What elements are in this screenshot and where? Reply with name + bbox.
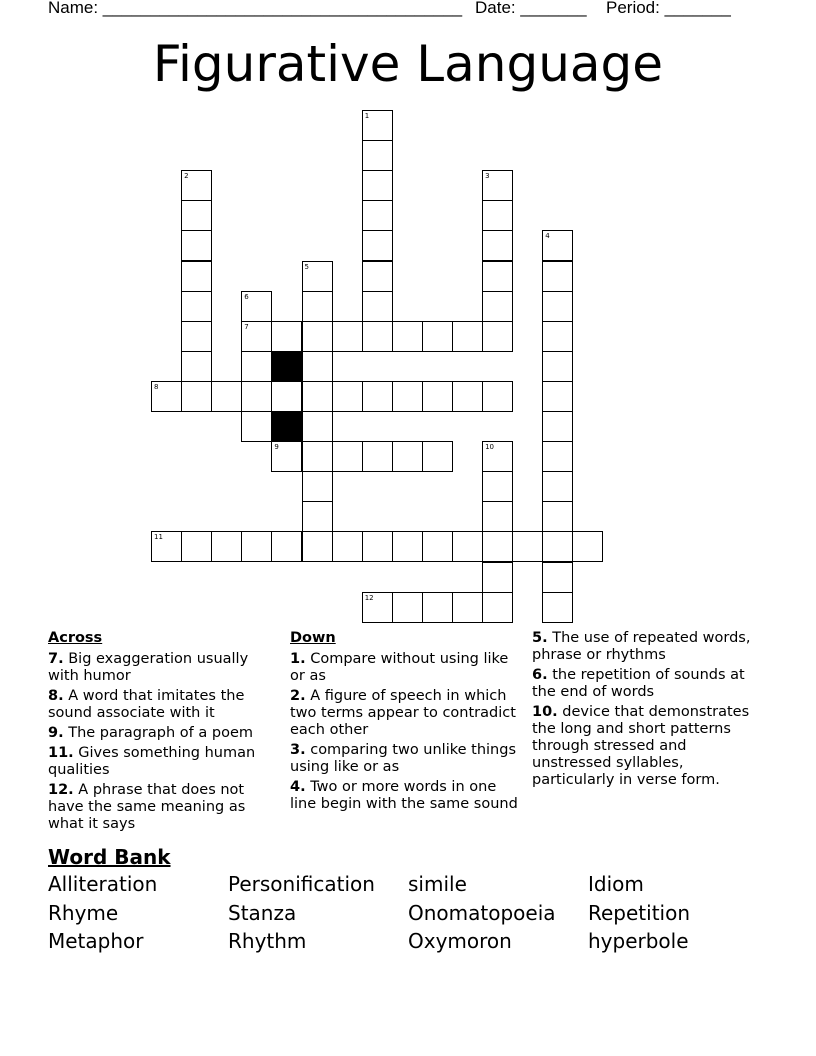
crossword-cell[interactable]: [542, 592, 573, 623]
clue-number: 4: [545, 232, 550, 241]
clue-number: 3: [485, 172, 490, 181]
clue-number: 7: [244, 322, 249, 331]
crossword-cell[interactable]: [332, 531, 363, 562]
crossword-cell[interactable]: [362, 170, 393, 201]
crossword-cell[interactable]: [362, 441, 393, 472]
crossword-cell[interactable]: [482, 441, 513, 472]
word-bank-item: Onomatopoeia: [408, 900, 556, 925]
clue-number: 11: [154, 533, 163, 542]
name-field[interactable]: Name: ______________________________________: [48, 0, 463, 17]
crossword-cell[interactable]: [211, 381, 242, 412]
clue-down-2: 2. A figure of speech in which two terms appear to contradict each other: [290, 688, 516, 738]
crossword-cell[interactable]: [241, 411, 272, 442]
crossword-cell[interactable]: [181, 381, 212, 412]
crossword-cell[interactable]: [422, 321, 453, 352]
crossword-cell[interactable]: [392, 592, 423, 623]
word-bank-item: Alliteration: [48, 872, 158, 896]
clue-across-12: 12. A phrase that does not have the same meaning as what it says: [48, 782, 246, 832]
word-bank-title: Word Bank: [48, 845, 171, 869]
period-field[interactable]: Period: _______: [606, 0, 731, 17]
word-bank-item: Oxymoron: [408, 929, 512, 953]
crossword-cell[interactable]: [422, 531, 453, 562]
crossword-cell[interactable]: [482, 592, 513, 623]
crossword-cell[interactable]: [482, 230, 513, 261]
word-bank-item: Rhythm: [228, 929, 307, 953]
crossword-cell[interactable]: [392, 441, 423, 472]
crossword-cell[interactable]: [392, 381, 423, 412]
crossword-cell[interactable]: [332, 441, 363, 472]
crossword-cell[interactable]: [542, 441, 573, 472]
clue-number: 2: [184, 172, 189, 181]
crossword-cell[interactable]: [302, 471, 333, 502]
clue-down-3: 3. comparing two unlike things using like or as: [290, 742, 516, 775]
crossword-cell[interactable]: [181, 291, 212, 322]
crossword-cell[interactable]: [181, 261, 212, 292]
word-bank-item: Personification: [228, 872, 375, 896]
crossword-cell[interactable]: [452, 531, 483, 562]
clue-down-10: 10. device that demonstrates the long and short patterns through stressed and unstressed syllables, particularly in verse form.: [532, 704, 750, 788]
across-heading: Across: [48, 630, 103, 646]
crossword-cell[interactable]: [362, 531, 393, 562]
crossword-cell[interactable]: [422, 441, 453, 472]
crossword-cell[interactable]: [271, 441, 302, 472]
crossword-cell[interactable]: [452, 381, 483, 412]
crossword-cell[interactable]: [181, 230, 212, 261]
crossword-cell[interactable]: [482, 200, 513, 231]
crossword-cell[interactable]: [482, 531, 513, 562]
crossword-cell[interactable]: [452, 592, 483, 623]
crossword-cell[interactable]: [482, 291, 513, 322]
crossword-cell[interactable]: [542, 562, 573, 593]
clue-number: 1: [364, 112, 370, 120]
clue-down-1: 1. Compare without using like or as: [290, 651, 509, 684]
clue-down-4: 4. Two or more words in one line begin with the same sound: [290, 779, 518, 812]
crossword-cell[interactable]: [332, 321, 363, 352]
crossword-cell[interactable]: [542, 531, 573, 562]
crossword-cell[interactable]: [422, 592, 453, 623]
word-bank-item: Stanza: [228, 900, 297, 925]
crossword-cell[interactable]: [482, 261, 513, 292]
page-title: Figurative Language: [152, 35, 664, 93]
clue-number: 8: [154, 382, 159, 391]
crossword-cell[interactable]: [392, 531, 423, 562]
crossword-cell[interactable]: [512, 531, 543, 562]
crossword-cell[interactable]: [302, 321, 333, 352]
clue-number: 6: [244, 292, 249, 301]
crossword-cell[interactable]: [151, 381, 182, 412]
crossword-cell[interactable]: [302, 441, 333, 472]
crossword-cell[interactable]: [241, 531, 272, 562]
crossword-cell[interactable]: [542, 291, 573, 322]
clue-down-5: 5. The use of repeated words, phrase or rhythms: [532, 630, 751, 663]
date-field[interactable]: Date: _______: [475, 0, 587, 17]
clue-across-8: 8. A word that imitates the sound associate with it: [48, 688, 245, 721]
crossword-cell[interactable]: [422, 381, 453, 412]
crossword-cell[interactable]: [181, 531, 212, 562]
crossword-cell[interactable]: [302, 351, 333, 382]
word-bank-item: Idiom: [588, 872, 644, 896]
crossword-cell[interactable]: [302, 411, 333, 442]
word-bank: [48, 872, 788, 958]
blocked-cell: [271, 411, 302, 442]
clue-across-7: 7. Big exaggeration usually with humor: [48, 651, 249, 684]
crossword-cell[interactable]: [362, 291, 393, 322]
crossword-cell[interactable]: [302, 531, 333, 562]
crossword-cell[interactable]: [392, 321, 423, 352]
crossword-cell[interactable]: [211, 531, 242, 562]
word-bank-item: Repetition: [588, 900, 691, 925]
crossword-cell[interactable]: [572, 531, 603, 562]
crossword-cell[interactable]: [482, 321, 513, 352]
crossword-cell[interactable]: [482, 562, 513, 593]
crossword-cell[interactable]: [362, 592, 393, 623]
crossword-cell[interactable]: [482, 471, 513, 502]
word-bank-item: simile: [408, 872, 467, 896]
crossword-cell[interactable]: [241, 351, 272, 382]
crossword-cell[interactable]: [542, 501, 573, 532]
down-clues: [290, 630, 526, 816]
clue-down-6: 6. the repetition of sounds at the end of words: [532, 667, 745, 700]
clue-number: 12: [364, 593, 374, 602]
clue-number: 5: [304, 262, 309, 271]
crossword-cell[interactable]: [302, 381, 333, 412]
crossword-cell[interactable]: [271, 531, 302, 562]
crossword-cell[interactable]: [271, 381, 302, 412]
crossword-cell[interactable]: [362, 230, 393, 261]
crossword-cell[interactable]: [542, 411, 573, 442]
crossword-cell[interactable]: [332, 381, 363, 412]
word-bank-item: hyperbole: [588, 929, 689, 953]
crossword-cell[interactable]: [542, 351, 573, 382]
header: [0, 0, 816, 20]
crossword-cell[interactable]: [241, 291, 272, 322]
crossword-cell[interactable]: [271, 321, 302, 352]
clue-across-9: 9. The paragraph of a poem: [48, 725, 253, 741]
crossword-cell[interactable]: [302, 261, 333, 292]
clue-number: 9: [274, 443, 279, 452]
crossword-cell[interactable]: [241, 381, 272, 412]
crossword-cell[interactable]: [362, 321, 393, 352]
crossword-cell[interactable]: [542, 261, 573, 292]
crossword-cell[interactable]: [181, 200, 212, 231]
crossword-cell[interactable]: [482, 501, 513, 532]
crossword-cell[interactable]: [542, 321, 573, 352]
clue-number: 10: [485, 443, 495, 452]
crossword-cell[interactable]: [362, 110, 393, 141]
crossword-cell[interactable]: [362, 261, 393, 292]
crossword-cell[interactable]: [362, 381, 393, 412]
crossword-cell[interactable]: [302, 291, 333, 322]
crossword-cell[interactable]: [452, 321, 483, 352]
down-clues-continued: [532, 630, 768, 792]
crossword-cell[interactable]: [241, 321, 272, 352]
blocked-cell: [271, 351, 302, 382]
across-clues: [48, 630, 278, 836]
crossword-cell[interactable]: [181, 170, 212, 201]
word-bank-item: Metaphor: [48, 929, 144, 953]
crossword-cell[interactable]: [151, 531, 182, 562]
crossword-cell[interactable]: [362, 200, 393, 231]
crossword-cell[interactable]: [482, 381, 513, 412]
word-bank-item: Rhyme: [48, 900, 119, 925]
crossword-cell[interactable]: [181, 321, 212, 352]
down-heading: Down: [290, 630, 336, 646]
crossword-cell[interactable]: [181, 351, 212, 382]
crossword-cell[interactable]: [542, 230, 573, 261]
crossword-cell[interactable]: [542, 471, 573, 502]
crossword-cell[interactable]: [302, 501, 333, 532]
crossword-cell[interactable]: [362, 140, 393, 171]
crossword-cell[interactable]: [482, 170, 513, 201]
crossword-cell[interactable]: [542, 381, 573, 412]
clue-across-11: 11. Gives something human qualities: [48, 745, 256, 778]
